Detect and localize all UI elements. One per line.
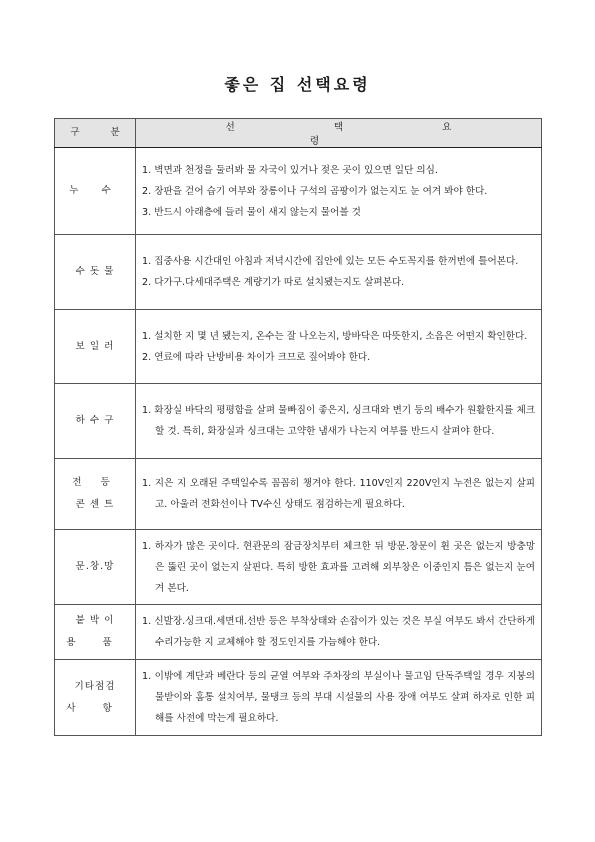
category-label: 콘 센 트 <box>75 499 115 510</box>
table-row <box>55 660 542 736</box>
guide-item: 1. 설치한 지 몇 년 됐는지, 온수는 잘 나오는지, 방바닥은 따뜻한지, 소음은 어떤지 확인한다. <box>142 330 528 342</box>
category-label: 누 수 <box>69 185 121 196</box>
guide-content-cell <box>136 384 542 459</box>
category-label: 사 항 <box>66 702 124 714</box>
guide-item-list <box>142 536 535 599</box>
category-cell <box>55 459 136 530</box>
table-row <box>55 384 542 459</box>
table-row <box>55 530 542 605</box>
guide-item-list <box>142 400 535 442</box>
table-row <box>55 148 542 235</box>
guide-item: 2. 연료에 따라 난방비용 차이가 크므로 짚어봐야 한다. <box>142 351 371 363</box>
guide-item-list <box>142 666 535 729</box>
selection-guide-table <box>54 118 542 736</box>
category-cell <box>55 384 136 459</box>
table-row <box>55 605 542 660</box>
category-label: 문.창.망 <box>75 561 115 572</box>
guide-content-cell <box>136 310 542 384</box>
document-title: 좋은 집 선택요령 <box>224 75 371 94</box>
guide-item-list <box>142 251 535 293</box>
guide-item-list <box>142 160 535 223</box>
category-label: 보 일 러 <box>75 340 115 352</box>
guide-item: 1. 집중사용 시간대인 아침과 저녁시간에 집안에 있는 모든 수도꼭지를 한꺼번에 틀어본다. <box>142 256 519 267</box>
category-label: 용 품 <box>66 637 124 648</box>
guide-content-cell <box>136 605 542 660</box>
guide-item-list <box>142 326 535 368</box>
guide-item: 1. 신발장.싱크대.세면대.선반 등은 부착상태와 손잡이가 있는 것은 부실 여부도 봐서 간단하게 수리가능한 지 교체해야 할 정도인지를 가늠해야 한다. <box>142 616 535 648</box>
category-label: 기타점검 <box>74 680 116 692</box>
guide-item: 1. 화장실 바닥의 평평함을 살펴 물빠짐이 좋은지, 싱크대와 변기 등의 배수가 원활한지를 체크할 것. 특히, 화장실과 싱크대는 고약한 냄새가 나는지 여부를 반드시 살펴야 한다. <box>142 405 535 437</box>
category-cell <box>55 148 136 235</box>
category-cell <box>55 605 136 660</box>
category-label: 전 등 <box>72 477 118 488</box>
guide-item-list <box>142 611 535 653</box>
guide-content-cell <box>136 459 542 530</box>
header-category-label: 구 분 <box>70 127 134 138</box>
category-cell <box>55 660 136 736</box>
header-category-cell <box>55 119 136 148</box>
guide-item: 2. 다가구.다세대주택은 계량기가 따로 설치됐는지도 살펴본다. <box>142 277 405 288</box>
table-row <box>55 235 542 310</box>
category-label: 하 수 구 <box>75 415 115 426</box>
table-row <box>55 310 542 384</box>
guide-item: 1. 지은 지 오래된 주택일수록 꼼꼼히 챙겨야 한다. 110V인지 220V인지 누전은 없는지 살피고. 아울러 전화선이나 TV수신 상태도 점검하는게 필요하다. <box>142 478 535 510</box>
category-cell <box>55 530 136 605</box>
guide-content-cell <box>136 235 542 310</box>
guide-content-cell <box>136 530 542 605</box>
header-content-cell <box>136 119 542 148</box>
guide-item: 2. 장판을 걷어 습기 여부와 장롱이나 구석의 곰팡이가 없는지도 눈 여겨 봐야 한다. <box>142 185 488 197</box>
guide-item: 3. 반드시 아래층에 들러 물이 새지 않는지 물어볼 것 <box>142 206 361 218</box>
category-cell <box>55 235 136 310</box>
guide-item: 1. 벽면과 천정을 둘러봐 물 자국이 있거나 젖은 곳이 있으면 일단 의심. <box>142 164 438 176</box>
table-header-row <box>55 119 542 148</box>
header-content-label: 선 택 요 령 <box>225 122 500 147</box>
guide-item-list <box>142 473 535 515</box>
guide-item: 1. 하자가 많은 곳이다. 현관문의 잠금장치부터 체크한 뒤 방문.창문이 휜 곳은 없는지 방충망은 뚫린 곳이 없는지 살핀다. 특히 방한 효과를 고려해 외부창은 이중인지 틈은 없는지 눈여겨 본다. <box>142 540 535 594</box>
category-label: 수 돗 물 <box>75 266 115 277</box>
category-label: 붙 박 이 <box>75 615 115 626</box>
table-row <box>55 459 542 530</box>
guide-content-cell <box>136 660 542 736</box>
guide-content-cell <box>136 148 542 235</box>
guide-item: 1. 이밖에 계단과 베란다 등의 균열 여부와 주차장의 부실이나 물고임 단독주택일 경우 지붕의 물받이와 홈통 설치여부, 물탱크 등의 부대 시설물의 사용 장애 여부도 살펴 하자로 인한 피해를 사전에 막는게 필요하다. <box>142 671 535 724</box>
category-cell <box>55 310 136 384</box>
